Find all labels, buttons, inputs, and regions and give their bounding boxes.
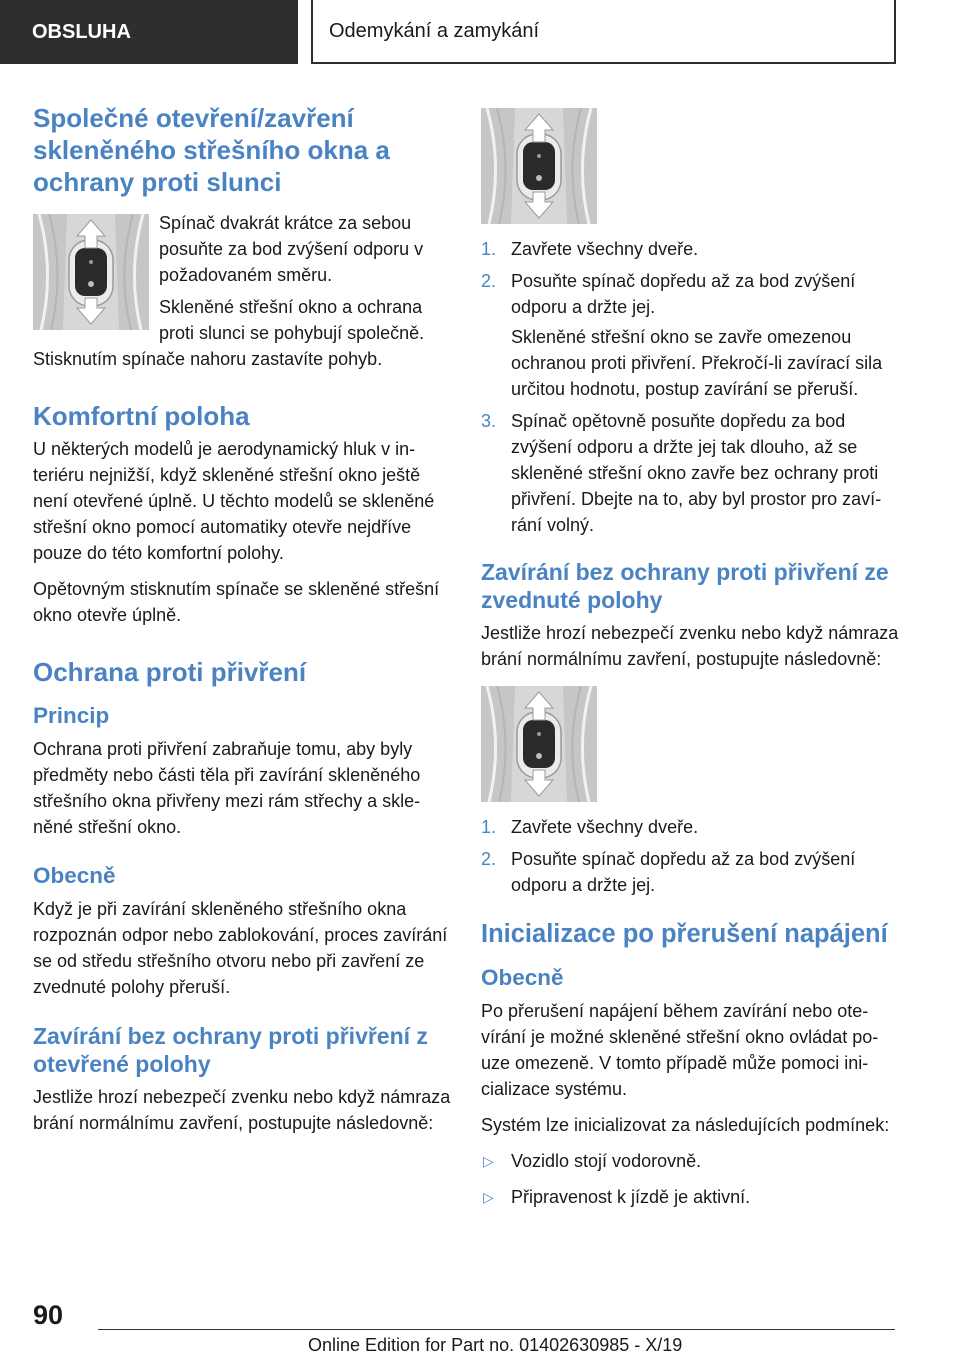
header-chapter [311,0,896,64]
heading-pinch-protection: Ochrana proti přivření [33,657,307,687]
header-section [0,0,298,64]
list-item [481,846,899,898]
step-number: 1. [481,817,497,837]
heading-initialization: Inicializace po přerušení napájení [481,920,888,948]
header-chapter-label: Odemykání a zamykání [329,19,540,42]
triangle-bullet-icon: ▷ [483,1153,494,1169]
general-paragraph: Když je při zavírání skleněného střešního okna rozpoznán odpor nebo zablokování, proces zavírání se od středu střešního otvoru nebo při zavření ze zvednuté polohy přeruší. [33,899,448,997]
step-number: 2. [481,271,497,291]
header-section-label: OBSLUHA [32,20,131,43]
roof-switch-image-3 [481,686,597,802]
steps-list-2 [481,814,899,898]
step-text: Spínač opětovně posuňte dopředu za bod zvýšení odporu a držte jej tak dlouho, až se skleněné střešní okno zavře bez ochrany proti přivření. Dbejte na to, aby byl prostor pro zavírání volný. [511,411,882,535]
init-paragraph-2: Systém lze inicializovat za následujících podmínek: [481,1115,890,1135]
heading-close-from-raised: Zavírání bez ochrany proti přivření ze zvednuté polohy [481,559,889,613]
list-item [481,1148,899,1174]
step-text: Posuňte spínač dopředu až za bod zvýšení odporu a držte jej. [511,849,856,895]
triangle-bullet-icon: ▷ [483,1189,494,1205]
principle-paragraph: Ochrana proti přivření zabraňuje tomu, aby byly předměty nebo části těla při zavírání skleněného střešního okna přivřeny mezi rám střechy a skleněné střešní okno. [33,739,421,837]
heading-comfort-position: Komfortní poloha [33,401,250,431]
list-item [481,408,899,538]
close-from-open-paragraph: Jestliže hrozí nebezpečí zvenku nebo když námraza brání normálnímu zavření, postupujte následovně: [33,1087,451,1133]
heading-principle: Princip [33,703,110,728]
list-item [481,236,899,262]
comfort-paragraph-1: U některých modelů je aerodynamický hluk v interiéru nejnižší, když skleněné střešní okno ještě není otevřené úplně. U těchto modelů se skleněné střešní okno pomocí automatiky otevře nejdříve pouze do této komfortní polohy. [33,439,435,563]
step-text: Posuňte spínač dopředu až za bod zvýšení odporu a držte jej. [511,271,856,317]
heading-close-from-open: Zavírání bez ochrany proti přivření z otevřené polohy [33,1023,428,1077]
close-from-raised-paragraph: Jestliže hrozí nebezpečí zvenku nebo když námraza brání normálnímu zavření, postupujte následovně: [481,623,899,669]
step-number: 2. [481,849,497,869]
list-item [481,814,899,840]
condition-text: Vozidlo stojí vodorovně. [511,1151,702,1171]
step-text: Zavřete všechny dveře. [511,239,699,259]
intro-paragraph-1: Spínač dvakrát krátce za sebou posuňte za bod zvýšení odporu v požadovaném směru. [159,213,424,285]
condition-text: Připravenost k jízdě je aktivní. [511,1187,751,1207]
intro-paragraph-2: Skleněné střešní okno a ochrana proti slunci se pohybují společně. Stisknutím spínače nahoru zastavíte pohyb. [33,297,425,369]
list-item [481,268,899,402]
steps-list-1 [481,236,899,538]
heading-joint-open-close: Společné otevření/zavření skleněného střešního okna a ochrany proti slunci [33,103,390,197]
list-item [481,1184,899,1210]
step-text: Zavřete všechny dveře. [511,817,699,837]
conditions-list [481,1148,899,1210]
left-column [33,102,451,1146]
comfort-paragraph-2: Opětovným stisknutím spínače se skleněné střešní okno otevře úplně. [33,579,440,625]
step-number: 1. [481,239,497,259]
heading-general: Obecně [33,863,116,888]
footer-edition: Online Edition for Part no. 01402630985 - X/19 [308,1335,683,1355]
roof-switch-image [33,214,149,330]
heading-init-general: Obecně [481,965,564,990]
init-paragraph-1: Po přerušení napájení během zavírání nebo otevírání je možné skleněné střešní okno ovládat pouze omezeně. V tomto případě může pomoci inicializace systému. [481,1001,879,1099]
step-note: Skleněné střešní okno se zavře omezenou ochranou proti přivření. Překročí-li zavírací sila určitou hodnotu, postup zavírání se přeruší. [511,327,883,399]
right-column [481,108,899,1218]
step-number: 3. [481,411,497,431]
footer-divider [98,1329,895,1330]
page-number: 90 [33,1300,64,1330]
roof-switch-image-2 [481,108,597,224]
